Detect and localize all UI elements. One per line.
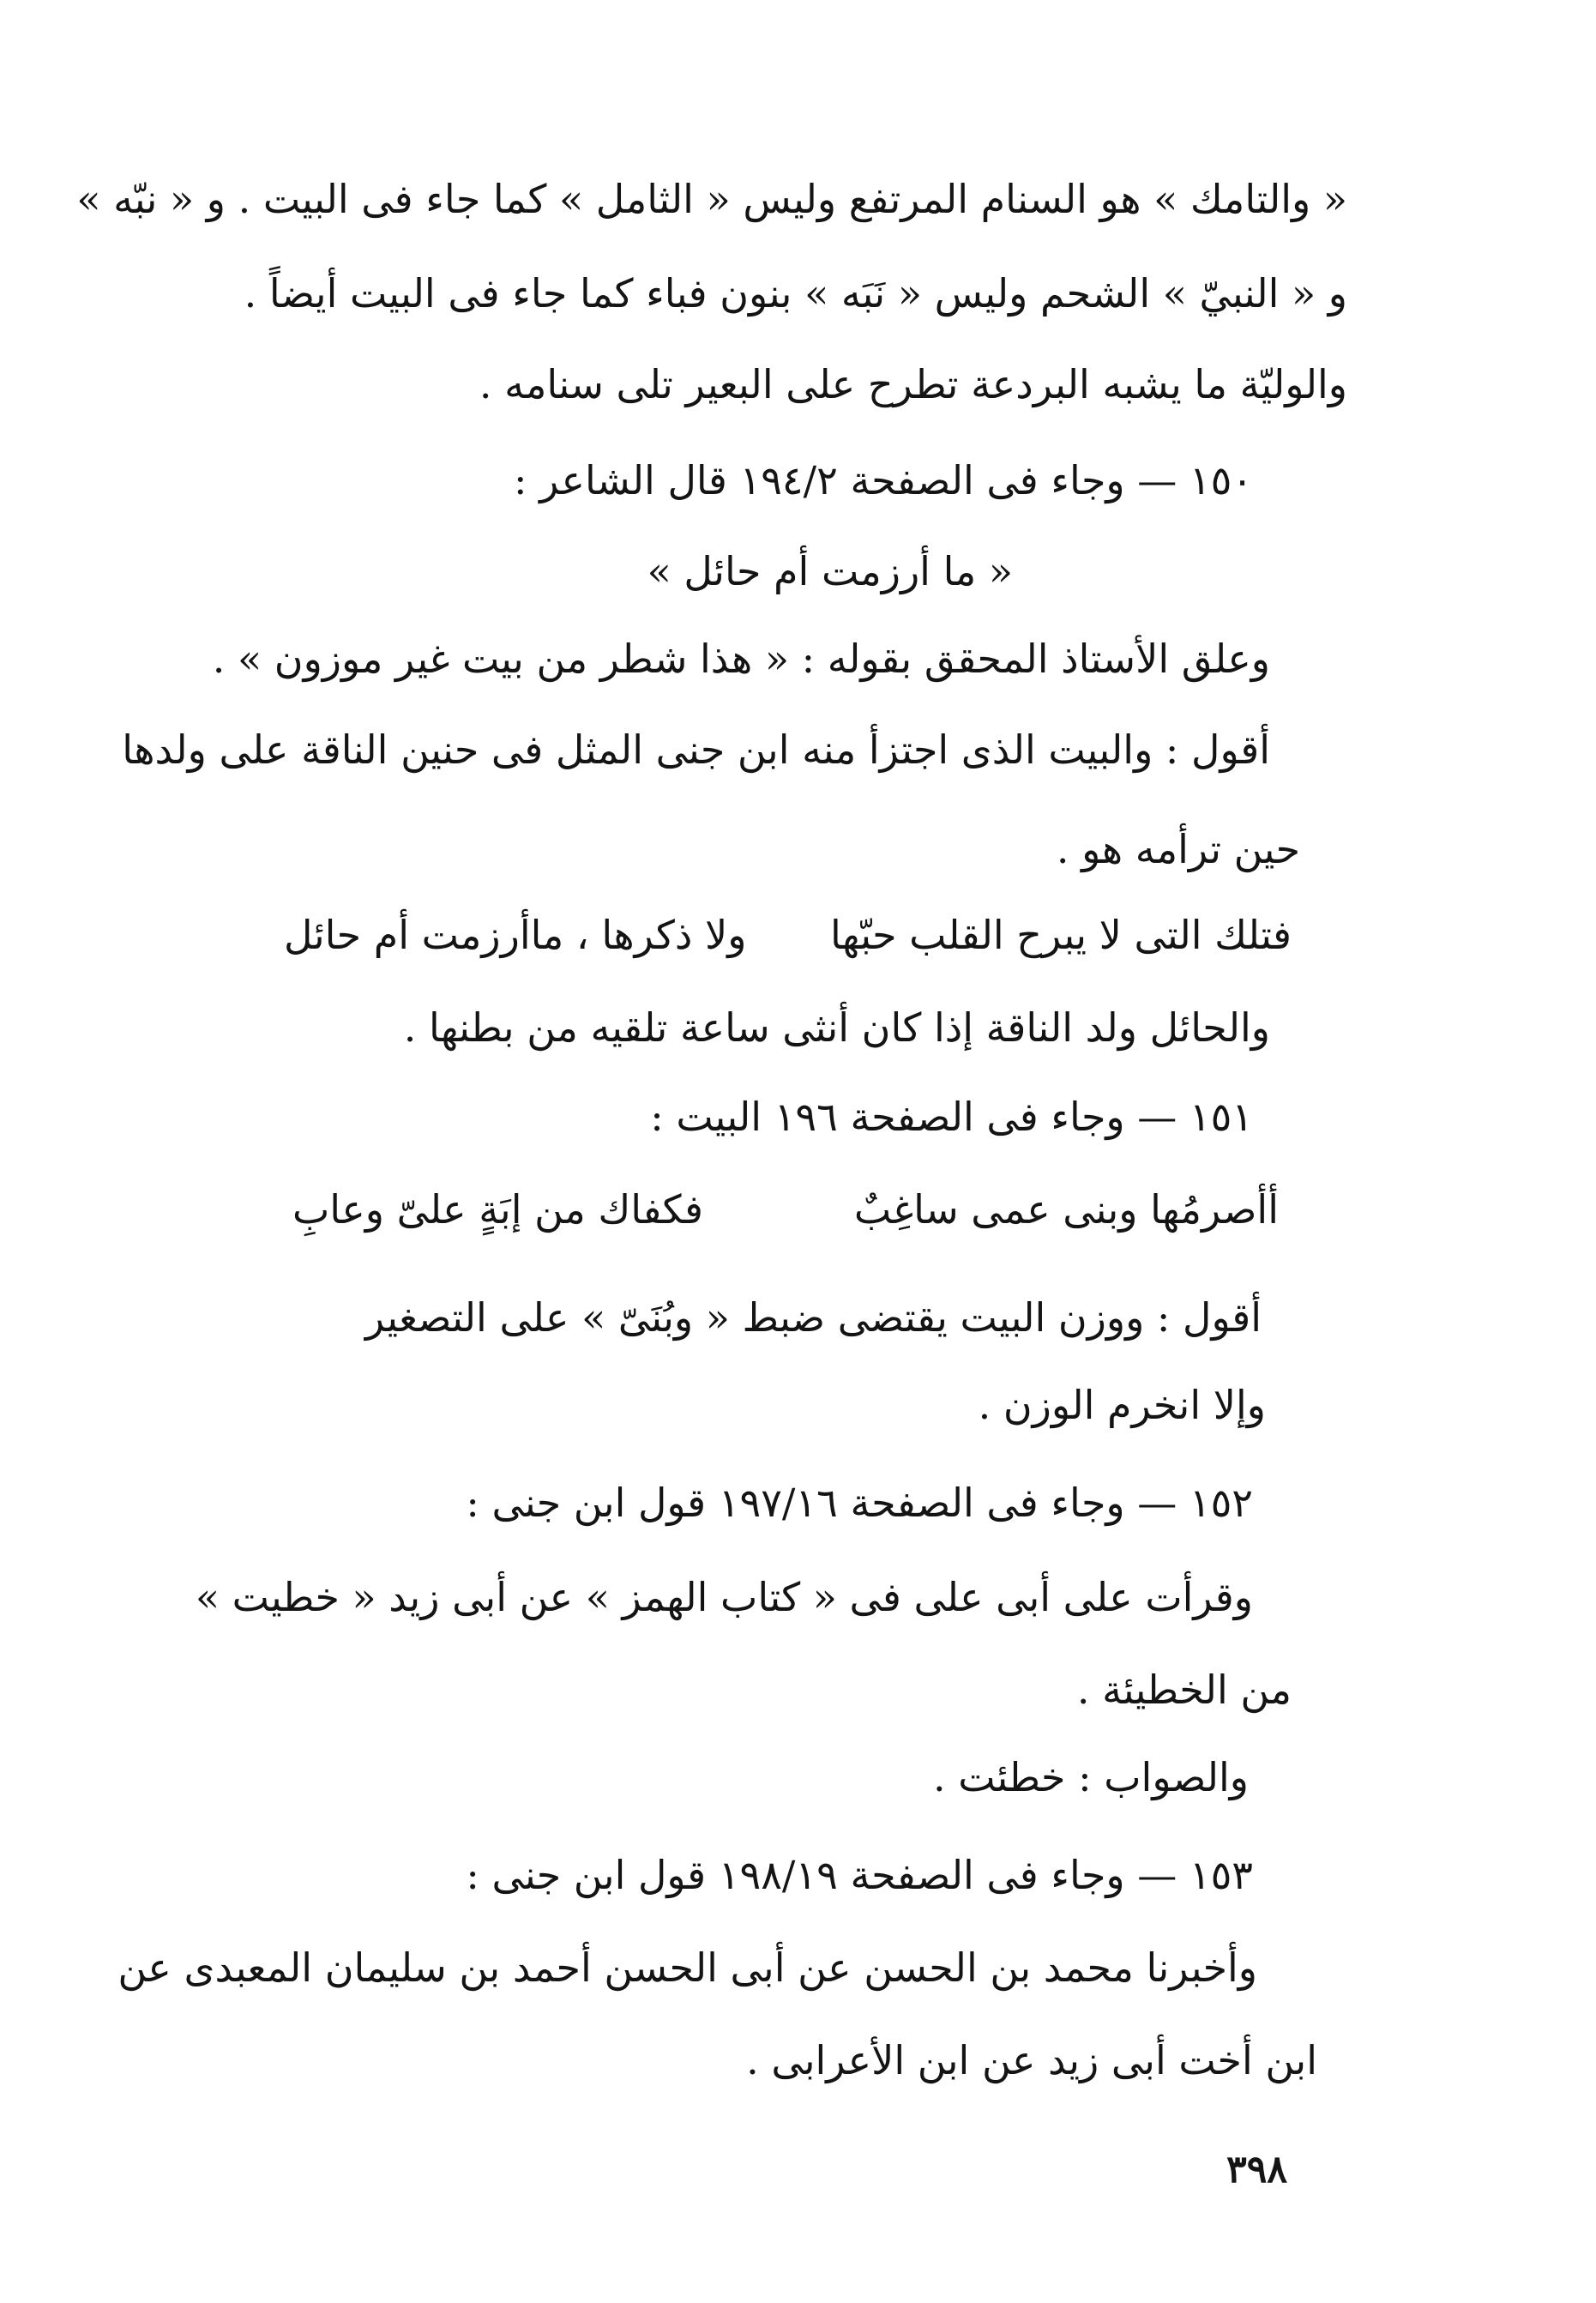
text-line-9: والحائل ولد الناقة إذا كان أنثى ساعة تلقيه من بطنها . — [403, 1004, 1270, 1051]
section-heading-152: ١٥٢ — وجاء فى الصفحة ١٩٧/١٦ قول ابن جنى : — [466, 1480, 1253, 1526]
verse-2-second-hemistich: فكفاك من إبَةٍ علىّ وعابِ — [292, 1186, 703, 1233]
quoted-hemistich: « ما أرزمت أم حائل » — [647, 548, 1013, 594]
text-line-3: والوليّة ما يشبه البردعة تطرح على البعير تلى سنامه . — [479, 361, 1347, 407]
section-heading-153: ١٥٣ — وجاء فى الصفحة ١٩٨/١٩ قول ابن جنى : — [466, 1852, 1253, 1898]
verse-2 — [292, 1175, 1279, 1244]
text-line-8: حين ترأمه هو . — [1056, 826, 1300, 872]
text-line-10: أقول : ووزن البيت يقتضى ضبط « وبُنَىّ » على التصغير — [364, 1294, 1262, 1341]
verse-2-first-hemistich: أأصرمُها وبنى عمى ساغِبٌ — [853, 1186, 1279, 1233]
text-line-11: وإلا انخرم الوزن . — [978, 1382, 1266, 1428]
verse-1-first-hemistich: فتلك التى لا يبرح القلب حبّها — [830, 912, 1292, 958]
section-heading-150: ١٥٠ — وجاء فى الصفحة ١٩٤/٢ قال الشاعر : — [514, 457, 1253, 503]
section-heading-151: ١٥١ — وجاء فى الصفحة ١٩٦ البيت : — [650, 1094, 1253, 1140]
text-line-12: وقرأت على أبى على فى « كتاب الهمز » عن أبى زيد « خطيت » — [195, 1574, 1253, 1620]
page-number: ٣٩٨ — [1226, 2148, 1287, 2191]
text-line-16: ابن أخت أبى زيد عن ابن الأعرابى . — [746, 2037, 1317, 2083]
text-line-6: وعلق الأستاذ المحقق بقوله : « هذا شطر من بيت غير موزون » . — [212, 636, 1270, 682]
verse-1 — [284, 901, 1292, 969]
text-line-13: من الخطيئة . — [1076, 1667, 1292, 1713]
text-line-7: أقول : والبيت الذى اجتزأ منه ابن جنى المثل فى حنين الناقة على ولدها — [122, 726, 1270, 773]
text-line-2: و « النبيّ » الشحم وليس « نَبَه » بنون فباء كما جاء فى البيت أيضاً . — [244, 270, 1347, 317]
text-line-14: والصواب : خطئت . — [933, 1754, 1249, 1800]
text-line-1: « والتامك » هو السنام المرتفع وليس « الثامل » كما جاء فى البيت . و « نبّه » — [76, 176, 1347, 222]
text-line-15: وأخبرنا محمد بن الحسن عن أبى الحسن أحمد بن سليمان المعبدى عن — [117, 1944, 1257, 1991]
verse-1-second-hemistich: ولا ذكرها ، ماأرزمت أم حائل — [284, 912, 747, 958]
